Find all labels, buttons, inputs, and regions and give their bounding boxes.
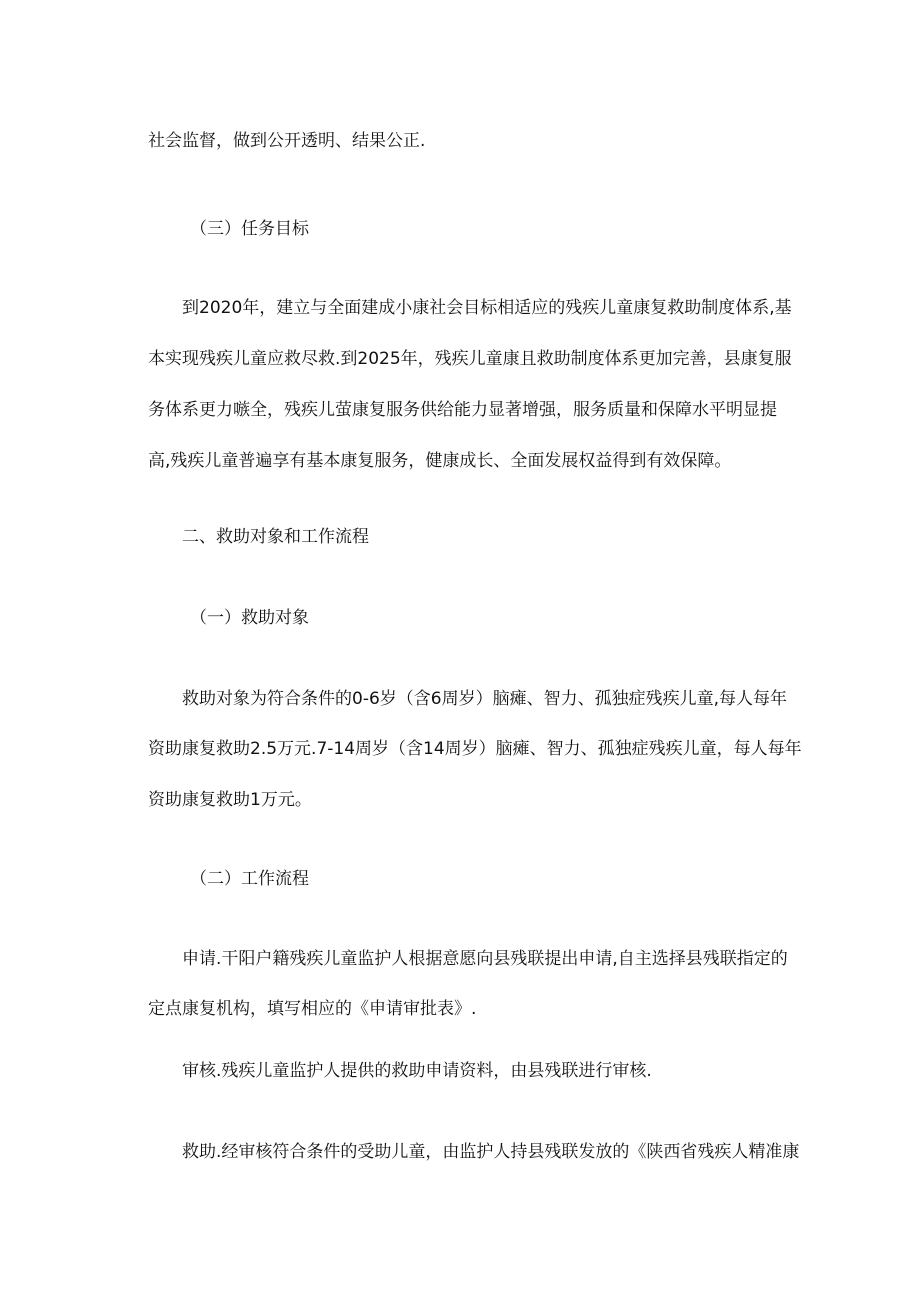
paragraph-line: 社会监督，做到公开透明、结果公正. — [148, 131, 426, 151]
paragraph-line: 审核.残疾儿童监护人提供的救助申请资料，由县残联进行审核. — [182, 1061, 652, 1081]
paragraph-line: 到2020年，建立与全面建成小康社会目标相适应的残疾儿童康复救助制度体系,基 — [182, 298, 792, 318]
paragraph-line: 资助康复救助2.5万元.7-14周岁（含14周岁）脑瘫、智力、孤独症残疾儿童，每人每年 — [148, 739, 802, 759]
paragraph-line: 高,残疾儿童普遍享有基本康复服务，健康成长、全面发展权益得到有效保障。 — [148, 451, 732, 471]
section-heading: 二、救助对象和工作流程 — [182, 527, 369, 547]
paragraph-line: 本实现残疾儿童应救尽救.到2025年，残疾儿童康且救助制度体系更加完善，县康复服 — [148, 349, 792, 369]
subheading-recipients: （一）救助对象 — [190, 608, 309, 628]
paragraph-line: 务体系更力嗾全，残疾儿萤康复服务供给能力显著增强，服务质量和保障水平明显提 — [148, 400, 777, 420]
subheading-workflow: （二）工作流程 — [190, 869, 309, 889]
paragraph-line: 救助对象为符合条件的0-6岁（含6周岁）脑瘫、智力、孤独症残疾儿童,每人每年 — [182, 689, 787, 709]
subheading-task-goals: （三）任务目标 — [190, 219, 309, 239]
paragraph-line: 救助.经审核符合条件的受助儿童，由监护人持县残联发放的《陕西省残疾人精准康 — [182, 1142, 800, 1162]
paragraph-line: 定点康复机构，填写相应的《申请审批表》. — [148, 999, 477, 1019]
paragraph-line: 资助康复救助1万元。 — [148, 790, 312, 810]
paragraph-line: 申请.干阳户籍残疾儿童监护人根据意愿向县残联提出申请,自主选择县残联指定的 — [182, 949, 788, 969]
